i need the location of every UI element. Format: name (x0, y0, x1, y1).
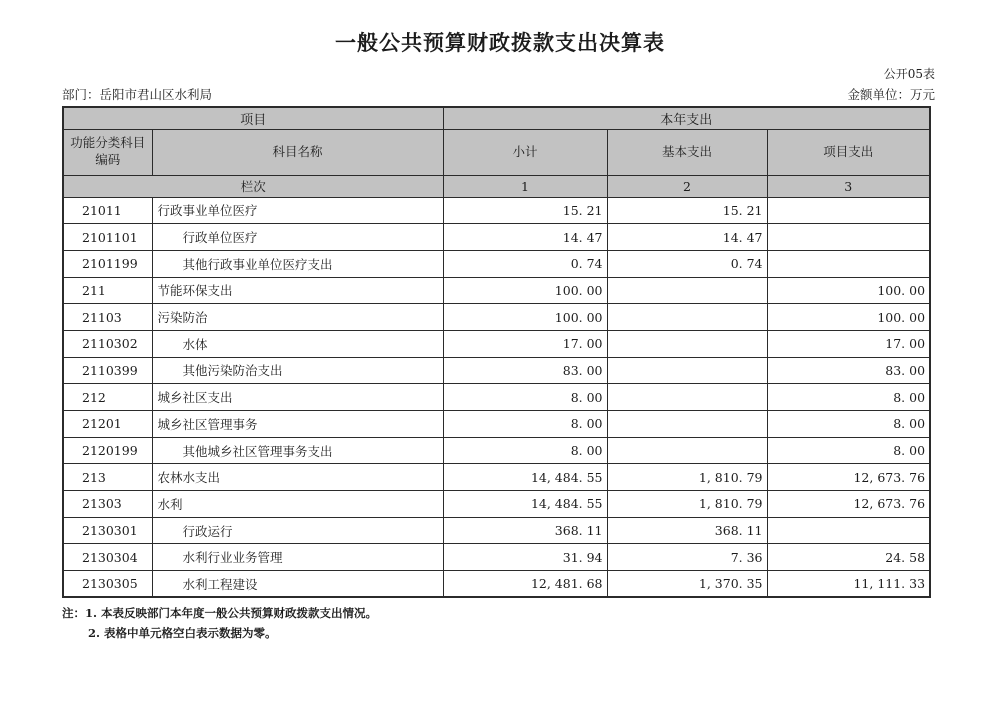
header-subject-name: 科目名称 (152, 129, 443, 175)
row-subject-name: 行政单位医疗 (152, 224, 443, 251)
table-row (63, 544, 930, 571)
row-basic-expenditure: 368. 11 (607, 517, 767, 544)
row-code: 21011 (63, 197, 152, 224)
table-row (63, 437, 930, 464)
row-project-expenditure: 8. 00 (767, 411, 930, 438)
row-project-expenditure: 12, 673. 76 (767, 464, 930, 491)
header-current-year-group: 本年支出 (443, 107, 930, 129)
row-subtotal: 15. 21 (443, 197, 607, 224)
row-code: 211 (63, 277, 152, 304)
row-subject-name: 行政运行 (152, 517, 443, 544)
row-subject-name: 其他城乡社区管理事务支出 (152, 437, 443, 464)
table-row (63, 357, 930, 384)
header-group-row (63, 107, 930, 129)
row-project-expenditure: 24. 58 (767, 544, 930, 571)
row-subtotal: 12, 481. 68 (443, 571, 607, 598)
row-code: 21201 (63, 411, 152, 438)
row-project-expenditure (767, 517, 930, 544)
row-subtotal: 368. 11 (443, 517, 607, 544)
row-project-expenditure: 12, 673. 76 (767, 491, 930, 518)
row-basic-expenditure: 1, 810. 79 (607, 464, 767, 491)
notes (62, 603, 1000, 643)
row-subject-name: 城乡社区管理事务 (152, 411, 443, 438)
row-subject-name: 节能环保支出 (152, 277, 443, 304)
row-basic-expenditure (607, 330, 767, 357)
row-subject-name: 城乡社区支出 (152, 384, 443, 411)
row-project-expenditure: 8. 00 (767, 384, 930, 411)
header-columns-row (63, 129, 930, 175)
row-basic-expenditure: 14. 47 (607, 224, 767, 251)
table-body (63, 197, 930, 597)
row-basic-expenditure: 0. 74 (607, 250, 767, 277)
row-project-expenditure: 8. 00 (767, 437, 930, 464)
row-code: 212 (63, 384, 152, 411)
row-project-expenditure: 11, 111. 33 (767, 571, 930, 598)
row-basic-expenditure: 7. 36 (607, 544, 767, 571)
note-line-1: 注：1. 本表反映部门本年度一般公共预算财政拨款支出情况。 (62, 606, 378, 621)
row-subtotal: 100. 00 (443, 277, 607, 304)
table-row (63, 224, 930, 251)
row-code: 2101199 (63, 250, 152, 277)
row-subject-name: 水利 (152, 491, 443, 518)
table-header (63, 107, 930, 197)
row-subtotal: 31. 94 (443, 544, 607, 571)
row-subject-name: 污染防治 (152, 304, 443, 331)
table-row (63, 330, 930, 357)
row-code: 2110302 (63, 330, 152, 357)
header-project-group: 项目 (63, 107, 443, 129)
row-subtotal: 14, 484. 55 (443, 491, 607, 518)
row-subtotal: 0. 74 (443, 250, 607, 277)
row-basic-expenditure (607, 277, 767, 304)
header-column-index-label: 栏次 (63, 175, 443, 197)
header-basic-expenditure: 基本支出 (607, 129, 767, 175)
row-subtotal: 8. 00 (443, 411, 607, 438)
row-subtotal: 100. 00 (443, 304, 607, 331)
document-page (0, 27, 1000, 706)
table-row (63, 197, 930, 224)
row-subtotal: 14, 484. 55 (443, 464, 607, 491)
row-subtotal: 8. 00 (443, 384, 607, 411)
row-project-expenditure: 17. 00 (767, 330, 930, 357)
header-col-1: 1 (443, 175, 607, 197)
row-code: 2130304 (63, 544, 152, 571)
header-code: 功能分类科目编码 (63, 129, 152, 175)
table-row (63, 517, 930, 544)
row-code: 2101101 (63, 224, 152, 251)
note-line-2: 2. 表格中单元格空白表示数据为零。 (88, 626, 277, 641)
budget-table (62, 106, 931, 598)
unit-label: 金额单位：万元 (847, 87, 935, 102)
row-subject-name: 水利工程建设 (152, 571, 443, 598)
row-basic-expenditure (607, 411, 767, 438)
row-subtotal: 14. 47 (443, 224, 607, 251)
row-basic-expenditure (607, 384, 767, 411)
table-row (63, 384, 930, 411)
row-project-expenditure: 83. 00 (767, 357, 930, 384)
row-basic-expenditure: 1, 810. 79 (607, 491, 767, 518)
row-subject-name: 水体 (152, 330, 443, 357)
table-row (63, 277, 930, 304)
row-basic-expenditure: 1, 370. 35 (607, 571, 767, 598)
department-label: 部门：岳阳市君山区水利局 (62, 87, 213, 102)
table-row (63, 411, 930, 438)
row-code: 2110399 (63, 357, 152, 384)
row-code: 2130305 (63, 571, 152, 598)
row-code: 2130301 (63, 517, 152, 544)
row-subject-name: 其他行政事业单位医疗支出 (152, 250, 443, 277)
row-code: 2120199 (63, 437, 152, 464)
header-index-row (63, 175, 930, 197)
row-code: 21303 (63, 491, 152, 518)
row-code: 21103 (63, 304, 152, 331)
row-code: 213 (63, 464, 152, 491)
header-col-3: 3 (767, 175, 930, 197)
table-row (63, 464, 930, 491)
row-project-expenditure (767, 224, 930, 251)
sheet-label: 公开05表 (883, 67, 935, 81)
row-basic-expenditure (607, 304, 767, 331)
row-subtotal: 8. 00 (443, 437, 607, 464)
row-subject-name: 其他污染防治支出 (152, 357, 443, 384)
row-subject-name: 行政事业单位医疗 (152, 197, 443, 224)
row-basic-expenditure (607, 357, 767, 384)
row-project-expenditure: 100. 00 (767, 304, 930, 331)
table-row (63, 304, 930, 331)
header-col-2: 2 (607, 175, 767, 197)
header-project-expenditure: 项目支出 (767, 129, 930, 175)
table-row (63, 571, 930, 598)
page-title: 一般公共预算财政拨款支出决算表 (335, 30, 665, 55)
table-row (63, 250, 930, 277)
row-basic-expenditure (607, 437, 767, 464)
row-subtotal: 17. 00 (443, 330, 607, 357)
row-basic-expenditure: 15. 21 (607, 197, 767, 224)
row-project-expenditure (767, 250, 930, 277)
row-project-expenditure: 100. 00 (767, 277, 930, 304)
header-subtotal: 小计 (443, 129, 607, 175)
row-subject-name: 农林水支出 (152, 464, 443, 491)
row-subject-name: 水利行业业务管理 (152, 544, 443, 571)
table-row (63, 491, 930, 518)
meta-row (62, 85, 935, 103)
row-subtotal: 83. 00 (443, 357, 607, 384)
row-project-expenditure (767, 197, 930, 224)
